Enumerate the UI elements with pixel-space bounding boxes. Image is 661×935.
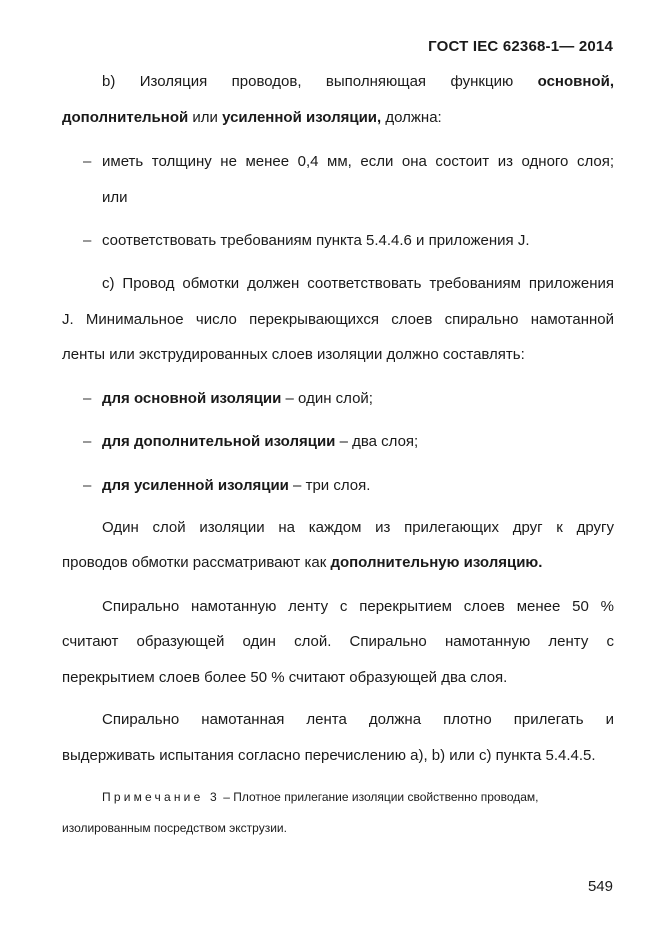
list1-item-1-line-2: или bbox=[102, 189, 128, 206]
para-spiral-line-3: перекрытием слоев более 50 % считают образующей два слоя. bbox=[62, 669, 508, 686]
list2-dash-3: – bbox=[83, 477, 92, 494]
para-one-line-1: Один слой изоляции на каждом из прилегающих друг к другу bbox=[102, 519, 614, 536]
para-b-bold-reinforced: усиленной изоляции, bbox=[222, 109, 382, 126]
list2-dash-2: – bbox=[83, 433, 92, 450]
list1-dash-1: – bbox=[83, 153, 92, 170]
para-c-line-1: с) Провод обмотки должен соответствовать требованиям приложения bbox=[102, 275, 614, 292]
list2-item-3-text: – три слоя. bbox=[288, 477, 371, 494]
para-b-text-end: должна: bbox=[381, 109, 442, 126]
list2-item-1-text: – один слой; bbox=[281, 390, 373, 407]
para-c-line-3: ленты или экструдированных слоев изоляции должно составлять: bbox=[62, 346, 525, 363]
para-one-line-2 bbox=[62, 553, 614, 573]
para-tight-line-2: выдерживать испытания согласно перечислению a), b) или c) пункта 5.4.4.5. bbox=[62, 747, 596, 764]
page-number: 549 bbox=[587, 878, 613, 895]
list2-item-2-bold: для дополнительной изоляции bbox=[102, 433, 336, 450]
para-b-line-2 bbox=[62, 108, 614, 128]
list1-dash-2: – bbox=[83, 232, 92, 249]
para-spiral-line-1: Спирально намотанную ленту с перекрытием слоев менее 50 % bbox=[102, 598, 614, 615]
list2-item-2 bbox=[102, 432, 614, 452]
para-b-bold: основной, bbox=[537, 73, 614, 90]
document-header: ГОСТ IEC 62368-1— 2014 bbox=[428, 38, 613, 55]
note-line-1 bbox=[102, 789, 539, 805]
list2-dash-1: – bbox=[83, 390, 92, 407]
note-line-2: изолированным посредством экструзии. bbox=[62, 821, 287, 835]
list2-item-1-bold: для основной изоляции bbox=[102, 390, 282, 407]
para-c-line-2: J. Минимальное число перекрывающихся слоев спирально намотанной bbox=[62, 311, 614, 328]
para-spiral-line-2: считают образующей один слой. Спирально намотанную ленту с bbox=[62, 633, 614, 650]
para-b-bold-additional: дополнительной bbox=[62, 109, 189, 126]
para-b-text: b) Изоляция проводов, выполняющая функцию bbox=[102, 73, 538, 90]
note-label: Примечание 3 bbox=[102, 790, 220, 804]
para-one-text: проводов обмотки рассматривают как bbox=[62, 554, 331, 571]
list1-item-2: соответствовать требованиям пункта 5.4.4.6 и приложения J. bbox=[102, 232, 530, 249]
para-b-line-1 bbox=[102, 72, 614, 92]
list1-item-1-line-1: иметь толщину не менее 0,4 мм, если она состоит из одного слоя; bbox=[102, 153, 614, 170]
list2-item-3-bold: для усиленной изоляции bbox=[102, 477, 289, 494]
list2-item-3 bbox=[102, 476, 614, 496]
list2-item-2-text: – два слоя; bbox=[335, 433, 419, 450]
para-one-bold: дополнительную изоляцию. bbox=[330, 554, 543, 571]
note-text-1: – Плотное прилегание изоляции свойственно проводам, bbox=[219, 790, 539, 804]
list2-item-1 bbox=[102, 389, 614, 409]
para-b-text-or: или bbox=[188, 109, 223, 126]
para-tight-line-1: Спирально намотанная лента должна плотно прилегать и bbox=[102, 711, 614, 728]
